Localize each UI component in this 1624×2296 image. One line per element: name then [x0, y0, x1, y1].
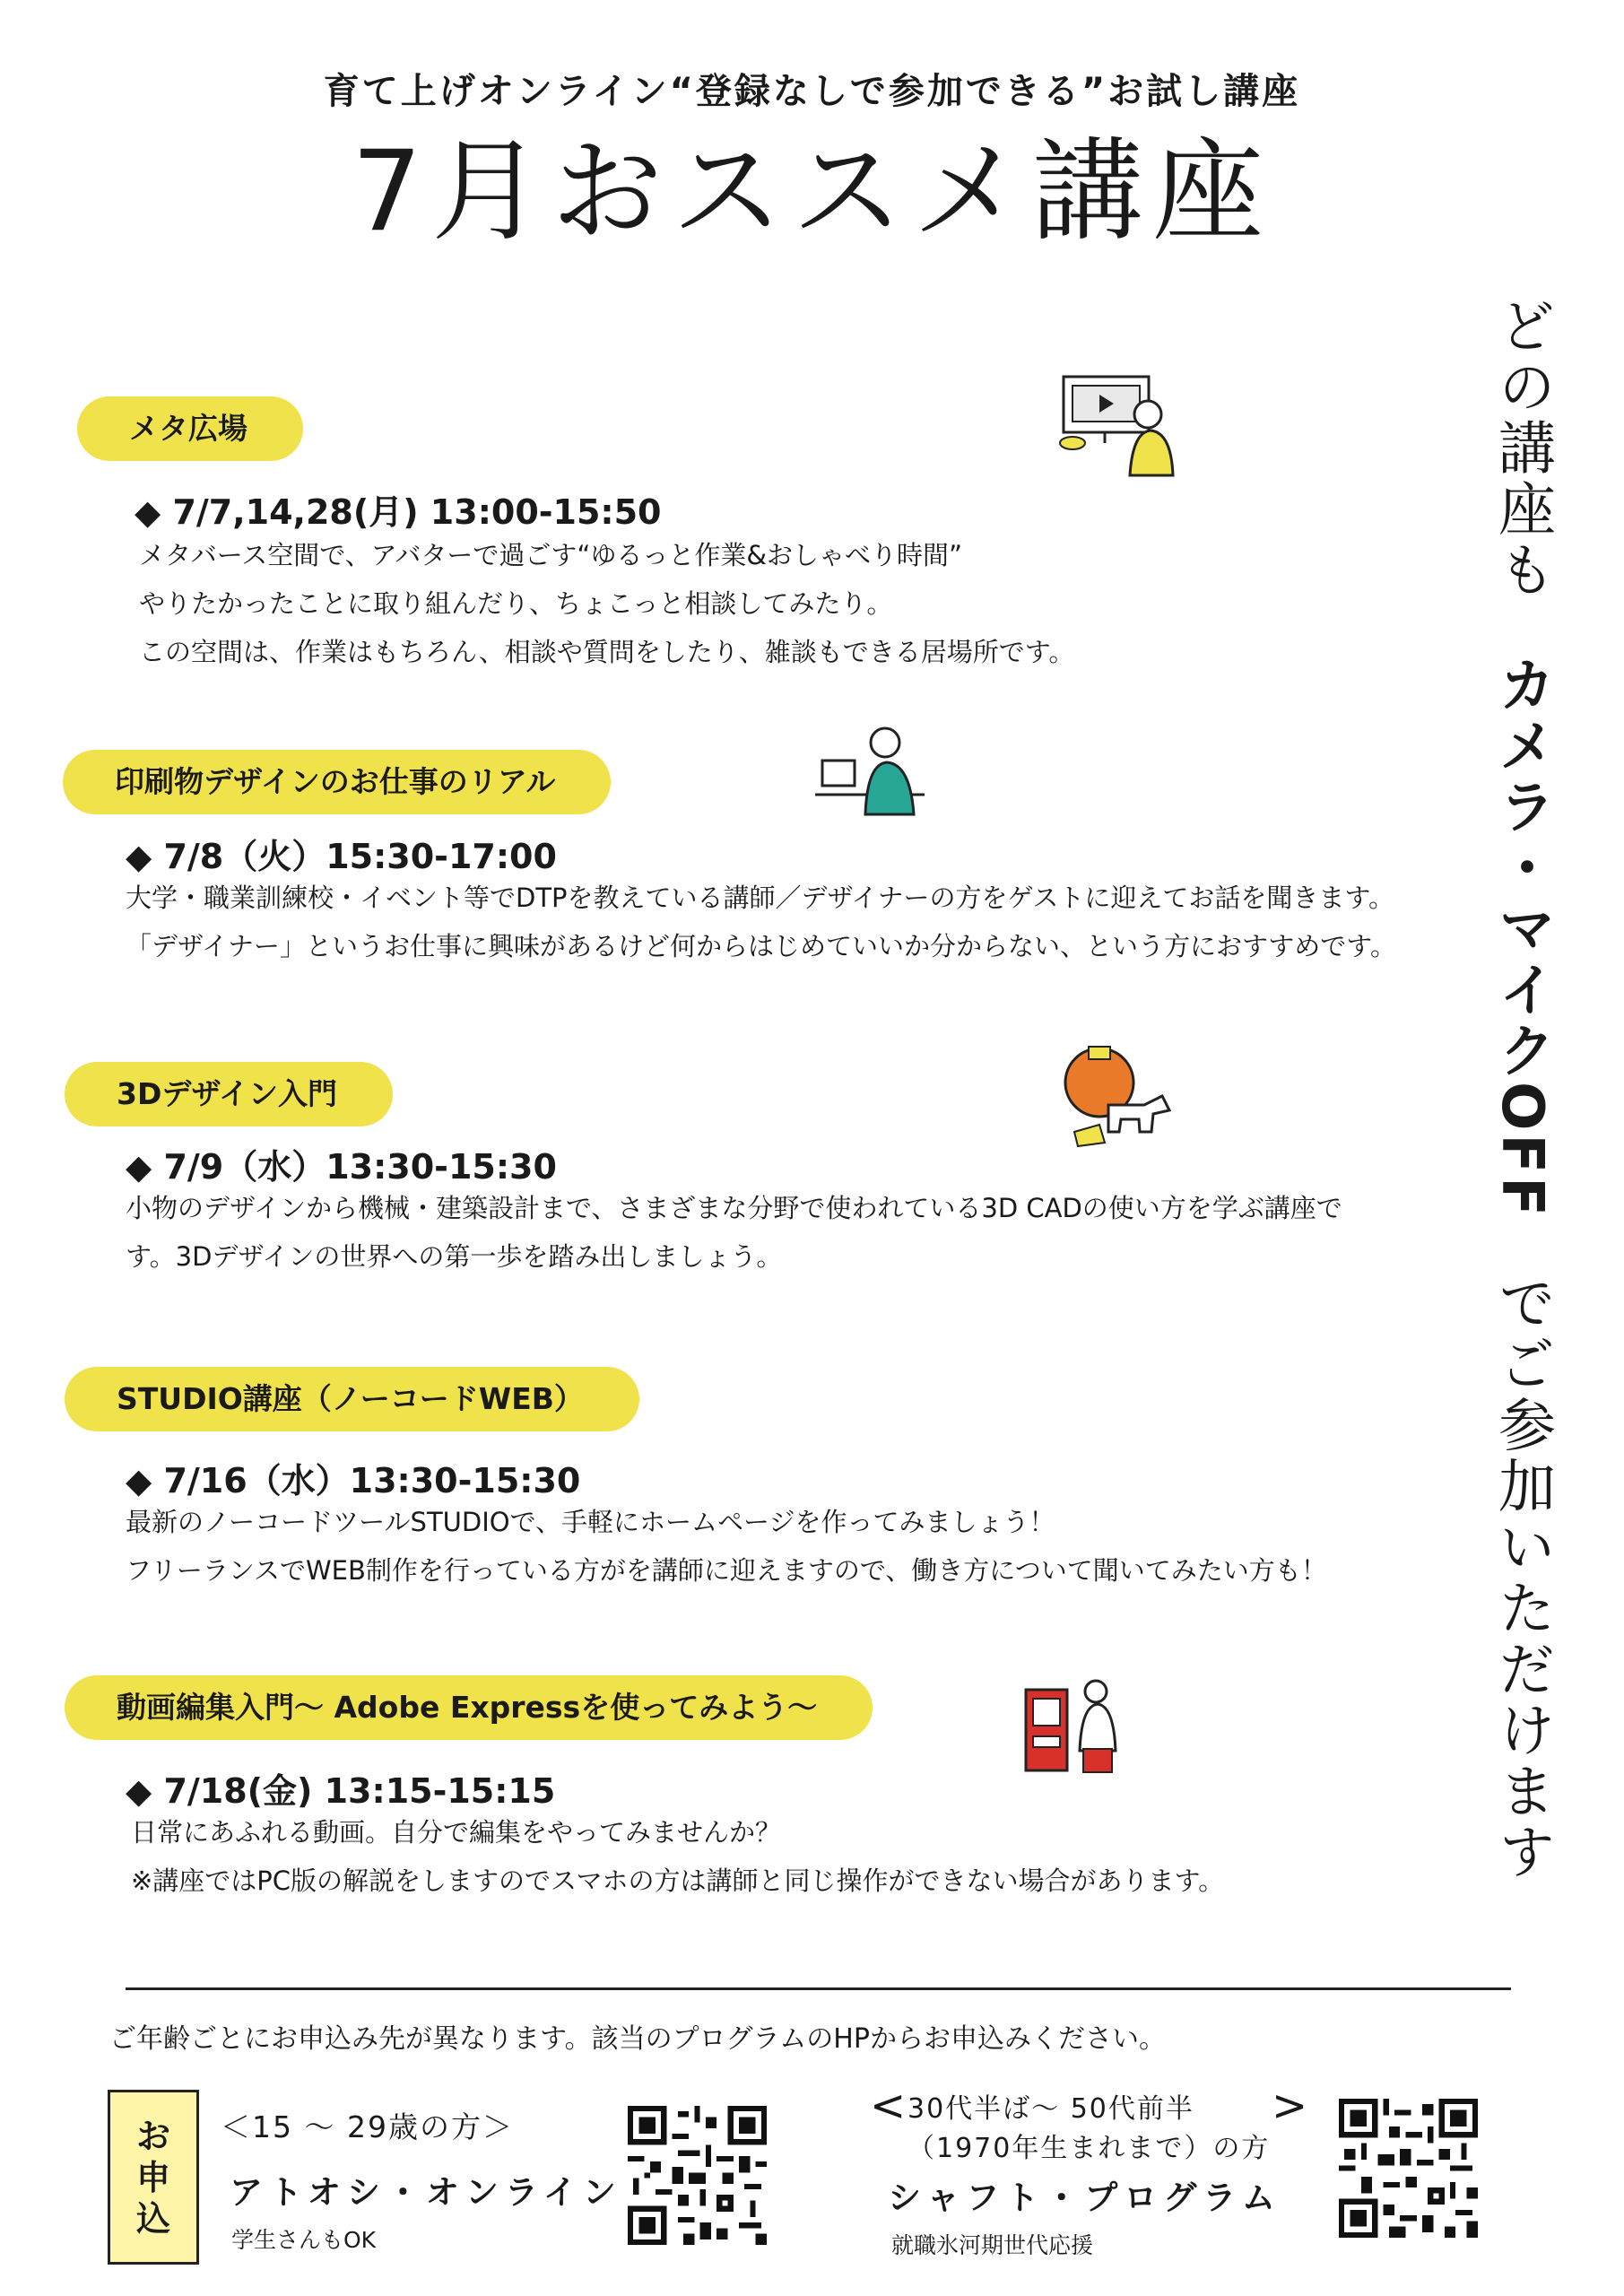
course-description: [139, 531, 1074, 676]
side-message-part1: どの講座も: [1489, 296, 1555, 601]
qr-code-icon[interactable]: [628, 2106, 767, 2245]
description-line: この空間は、作業はもちろん、相談や質問をしたり、雑談もできる居場所です。: [139, 637, 1075, 667]
page-title: 7月おススメ講座: [352, 127, 1272, 257]
course-date: ◆ 7/9（水）13:30-15:30: [126, 1147, 557, 1187]
description-line: 小物のデザインから機械・建築設計まで、さまざまな分野で使われている3D CADの使い方を学ぶ講座で: [126, 1193, 1342, 1223]
page-subtitle: 育て上げオンライン“登録なしで参加できる”お試し講座: [323, 71, 1301, 112]
course-date: ◆ 7/7,14,28(月) 13:00-15:50: [135, 492, 662, 532]
qr-code-icon[interactable]: [1339, 2099, 1478, 2238]
group-note: 就職氷河期世代応援: [891, 2232, 1094, 2258]
group-program-name[interactable]: シャフト・プログラム: [888, 2179, 1281, 2217]
description-line: 「デザイナー」というお仕事に興味があるけど何からはじめていいか分からない、という方におすすめです。: [126, 931, 1396, 961]
group-program-name[interactable]: アトオシ・オンライン: [230, 2173, 622, 2212]
chevron-left-icon: <: [870, 2081, 907, 2131]
description-line: メタバース空間で、アバターで過ごす“ゆるっと作業&おしゃべり時間”: [139, 540, 963, 570]
group-age-range-detail: （1970年生まれまで）の方: [908, 2133, 1271, 2164]
group-age-range: 30代半ば〜 50代前半: [908, 2093, 1194, 2125]
person-at-computer-illustration: [1047, 370, 1182, 482]
group-age-range: ＜15 〜 29歳の方＞: [221, 2109, 514, 2144]
side-message: [1489, 296, 1555, 1883]
apply-label-box: [108, 2090, 199, 2265]
course-description: [131, 1808, 1224, 1905]
description-line: ※講座ではPC版の解説をしますのでスマホの方は講師と同じ操作ができない場合があります。: [131, 1866, 1225, 1896]
course-date: ◆ 7/16（水）13:30-15:30: [126, 1461, 581, 1500]
course-title-pill: 動画編集入門〜 Adobe Expressを使ってみよう〜: [65, 1675, 873, 1740]
description-line: やりたかったことに取り組んだり、ちょこっと相談してみたり。: [139, 588, 893, 619]
course-description: [126, 1498, 1327, 1595]
footer-divider: [126, 1987, 1511, 1990]
course-title-pill: 印刷物デザインのお仕事のリアル: [63, 750, 611, 814]
person-at-desk-illustration: [812, 725, 928, 823]
application-note: ご年齢ごとにお申込み先が異なります。該当のプログラムのHPからお申込みください。: [109, 2023, 1166, 2055]
description-line: す。3Dデザインの世界への第一歩を踏み出しましょう。: [126, 1241, 783, 1272]
side-message-part3: でご参加いただけます: [1489, 1273, 1555, 1883]
description-line: 最新のノーコードツールSTUDIOで、手軽にホームページを作ってみましょう！: [126, 1507, 1055, 1537]
course-date: ◆ 7/8（火）15:30-17:00: [126, 837, 557, 876]
course-description: [126, 874, 1396, 970]
description-line: 大学・職業訓練校・イベント等でDTPを教えている講師／デザイナーの方をゲストに迎えてお話を聞きます。: [126, 883, 1395, 913]
course-title-pill: 3Dデザイン入門: [65, 1062, 393, 1126]
vending-machine-person-illustration: [1020, 1679, 1128, 1778]
course-title-pill: メタ広場: [77, 396, 303, 461]
chevron-right-icon: >: [1272, 2081, 1308, 2131]
course-description: [126, 1184, 1342, 1281]
description-line: フリーランスでWEB制作を行っている方がを講師に迎えますので、働き方について聞いてみたい方も！: [126, 1555, 1327, 1586]
apply-label: お申込: [135, 2116, 170, 2239]
group-note: 学生さんもOK: [231, 2227, 377, 2253]
side-message-part2: カメラ・マイクOFF: [1489, 655, 1555, 1220]
description-line: 日常にあふれる動画。自分で編集をやってみませんか？: [131, 1817, 782, 1848]
course-date: ◆ 7/18(金) 13:15-15:15: [126, 1771, 556, 1811]
course-title-pill: STUDIO講座（ノーコードWEB）: [65, 1367, 639, 1431]
3d-head-and-dog-illustration: [1064, 1042, 1180, 1150]
